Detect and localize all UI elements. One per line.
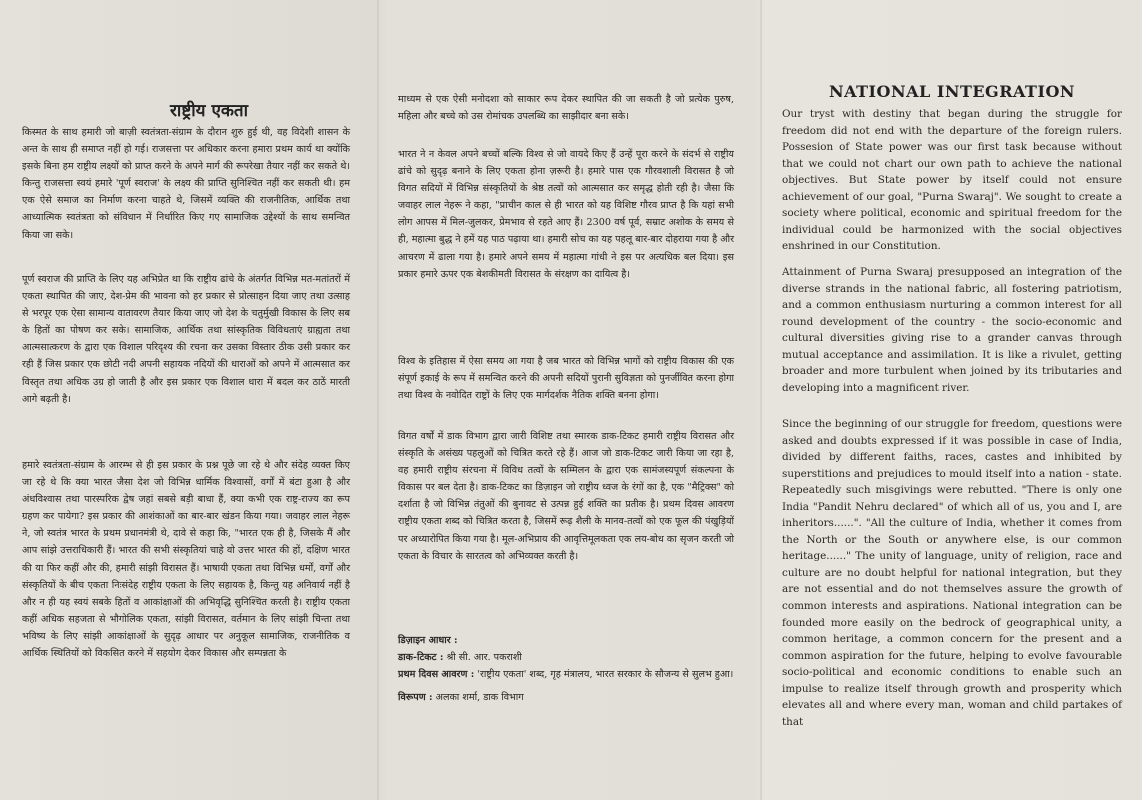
hindi-paragraph: भारत ने न केवल अपने बच्चों बल्कि विश्व से जो वायदे किए हैं उन्हें पूरा करने के संदर्भ से राष्ट्रीय ढांचे को सुदृढ़ बनाने के लिए एकता होना ज़रूरी है। हमारे पास एक गौरवशाली विरासत है जो विगत सदियों में विभिन्न संस्कृतियों के श्रेष्ठ तत्वों को आत्मसात कर समृद्ध होती रही है। जैसा कि जवाहर लाल नेहरू ने कहा, "प्राचीन काल से ही भारत को यह विशिष्ट गौरव प्राप्त है कि यहां सभी लोग आपस में मिल-जुलकर, प्रेमभाव से रहते आए हैं। 2300 वर्ष पूर्व, सम्राट अशोक के समय से ही, महात्मा बुद्ध ने हमें यह पाठ पढ़ाया था। हमारी सोच का यह पहलू बार-बार दोहराया गया है और आचरण में ढाला गया है। हमारे अपने समय में महात्मा गांधी ने इस पर अत्यधिक बल दिया। इस प्रकार हमारे ऊपर एक बेशकीमती विरासत के संरक्षण का दायित्व है।	[398, 149, 734, 280]
english-paragraph: Since the beginning of our struggle for freedom, questions were asked and doubts expressed if it was possible in case of India, divided by different faiths, races, castes and inhibited by superstitions and prejudices to mould itself into a nation - state. Repeatedly such misgivings were rebutted. "There is only one India "Pandit Nehru declared" of which all of us, you and I, are inheritors......". "All the culture of India, whether it comes from the North or the South or anywhere else, is our common heritage......" The unity of language, unity of religion, race and culture are no doubt helpful for national integration, but they are not essential and do not themselves assure the growth of common interests and aspirations. National integration can be founded more easily on the bedrock of geographical unity, a common heritage, a common concern for the present and a common aspiration for the future, helping to evolve favourable socio-political and economic conditions to enable such an impulse to realize itself through growth and prosperity which elevates all and where every man, woman and child partakes of that	[782, 418, 1122, 728]
design-basis-label: डिज़ाइन आधार :	[398, 635, 458, 646]
hindi-paragraph: विश्व के इतिहास में ऐसा समय आ गया है जब भारत को विभिन्न भागों को राष्ट्रीय विकास की एक संपूर्ण इकाई के रूप में समन्वित करने की अपनी सदियों पुरानी सुविज्ञता को पुनर्जीवित करना होगा तथा विश्व के नवोदित राष्ट्रों के लिए एक मार्गदर्शक नैतिक शक्ति बनना होगा।	[398, 356, 734, 402]
hindi-paragraph: विगत वर्षों में डाक विभाग द्वारा जारी विशिष्ट तथा स्मारक डाक-टिकट हमारी राष्ट्रीय विरासत और संस्कृति के असंख्य पहलुओं को चित्रित करते रहे हैं। आज जो डाक-टिकट जारी किया जा रहा है, वह हमारी राष्ट्रीय संरचना में विविध तत्वों के सम्मिलन के द्वारा एक सामंजस्यपूर्ण संकल्पना के विकास पर बल देता है। डाक-टिकट का डिज़ाइन जो राष्ट्रीय ध्वज के रंगों का है, एक "मैट्रिक्स" को दर्शाता है जो विभिन्न तंतुओं की बुनावट से उत्पन्न हुई शक्ति का प्रतीक है। प्रथम दिवस आवरण राष्ट्रीय एकता शब्द को चित्रित करता है, जिसमें रूढ़ शैली के मानव-तत्वों को एक फूल की पंखुड़ियों पर अध्यारोपित किया गया है। मूल-अभिप्राय की आवृत्तिमूलकता एक लय-बोध का सृजन करती जो एकता के विचार के सारतत्व को अभिव्यक्त करती है।	[398, 431, 734, 562]
hindi-paragraph: पूर्ण स्वराज की प्राप्ति के लिए यह अभिप्रेत था कि राष्ट्रीय ढांचे के अंतर्गत विभिन्न मत-मतांतरों में एकता स्थापित की जाए, देश-प्रेम की भावना को हर प्रकार से प्रोत्साहन दिया जाए तथा उत्साह से भरपूर एक ऐसा सामान्य वातावरण तैयार किया जाए जो देश के चतुर्मुखी विकास के लिए सब के हितों का पोषण कर सके। सामाजिक, आर्थिक तथा सांस्कृतिक विविधताएं ग्राह्यता तथा आत्मसात्करण के द्वारा एक विशाल परिदृश्य की रचना कर उसका विस्तार ठीक उसी प्रकार कर रही हैं जिस प्रकार एक छोटी नदी अपनी सहायक नदियों की धाराओं को अपने में आत्मसात कर विस्तृत तथा अधिक उग्र हो जाती है और इस प्रकार एक विशाल धारा में बदल कर ठाठें मारती आगे बढ़ती है।	[22, 274, 350, 405]
fold-line	[760, 0, 762, 800]
english-title: NATIONAL INTEGRATION	[828, 82, 1075, 101]
hindi-paragraph: किस्मत के साथ हमारी जो बाज़ी स्वतंत्रता-संग्राम के दौरान शुरु हुई थी, वह विदेशी शासन के अन्त के साथ ही समाप्त नहीं हो गई। राजसत्ता पर अधिकार करना हमारा प्रथम कार्य था क्योंकि इसके बिना हम राष्ट्रीय लक्ष्यों को प्राप्त करने के अपने मार्ग की रूपरेखा तैयार नहीं कर सकते थे। किन्तु राजसत्ता स्वयं हमारे 'पूर्ण स्वराज' के लक्ष्य की प्राप्ति सुनिश्चित नहीं कर सकती थी। हम एक ऐसे समाज का निर्माण करना चाहते थे, जिसमें व्यक्ति की राजनीतिक, आर्थिक तथा आध्यात्मिक स्वतंत्रता को संविधान में निर्धारित किए गए सामाजिक उद्देश्यों के साथ समन्वित किया जा सके।	[22, 127, 350, 241]
hindi-title: राष्ट्रीय एकता	[169, 101, 248, 121]
stamp-credit	[398, 649, 734, 666]
fold-line	[377, 0, 379, 800]
hindi-paragraph: हमारे स्वतंत्रता-संग्राम के आरम्भ से ही इस प्रकार के प्रश्न पूछे जा रहे थे और संदेह व्यक्त किए जा रहे थे कि क्या भारत जैसा देश जो विभिन्न धार्मिक विश्वासों, वर्गों में बंटा हुआ है और अंधविश्वास तथा पारस्परिक द्वेष जहां सबसे बड़ी बाधा हैं, क्या कभी एक राष्ट्र-राज्य का रूप ग्रहण कर पायेगा? इस प्रकार की आशंकाओं का बार-बार खंडन किया गया। जवाहर लाल नेहरू ने, जो स्वतंत्र भारत के प्रथम प्रधानमंत्री थे, दावे से कहा कि, "भारत एक ही है, जिसके मैं और आप सांझे उत्तराधिकारी हैं। भारत की सभी संस्कृतियां चाहे वो उत्तर भारत की हों, दक्षिण भारत की या फिर कहीं और की, हमारी सांझी विरासत हैं। भाषायी एकता तथा विभिन्न धर्मों, वर्गों और संस्कृतियों के बीच एकता निःसंदेह राष्ट्रीय एकता के लिए सहायक है, किन्तु यह अनिवार्य नहीं है और न ही यह स्वयं सबके हितों व आकांक्षाओं की अभिवृद्धि सुनिश्चित करती है। राष्ट्रीय एकता कहीं अधिक सहजता से भौगोलिक एकता, सांझी विरासत, वर्तमान के लिए सांझी चिन्ता तथा भविष्य के लिए सांझी आकांक्षाओं के सुदृढ़ आधार पर अनुकूल सामाजिक, राजनीतिक व आर्थिक स्थितियों को विकसित करने में सहयोग देकर विकास और सम्पन्नता के	[22, 460, 350, 660]
english-paragraph: Attainment of Purna Swaraj presupposed an integration of the diverse strands in the national fabric, all fostering patriotism, and a common enthusiasm nurturing a common interest for all round development of the country - the socio-economic and cultural diversities giving rise to a grander canvas through mutual acceptance and assimilation. It is like a rivulet, getting broader and more turbulent when joined by its tributaries and developing into a magnificent river.	[782, 266, 1122, 394]
fdc-credit-value: 'राष्ट्रीय एकता' शब्द, गृह मंत्रालय, भारत सरकार के सौजन्य से सुलभ हुआ।	[477, 669, 734, 680]
stamp-credit-label: डाक-टिकट :	[398, 652, 444, 663]
english-paragraph: Our tryst with destiny that began during the struggle for freedom did not end with the departure of the foreign rulers. Possesion of State power was our first task because without that we could not chart our own path to achieve the national objectives. But State power by itself could not ensure achievement of our goal, "Purna Swaraj". We sought to create a society where political, economic and spiritual freedom for the individual could be harmonized with the social objectives enshrined in our Constitution.	[782, 108, 1122, 253]
cancellation-credit-label: विरूपण :	[398, 692, 433, 703]
hindi-paragraph: माध्यम से एक ऐसी मनोदशा को साकार रूप देकर स्थापित की जा सकती है जो प्रत्येक पुरुष, महिला और बच्चे को उस रोमांचक उपलब्धि का साझीदार बना सके।	[398, 94, 734, 123]
design-credits	[398, 632, 734, 706]
cancellation-credit-value: अलका शर्मा, डाक विभाग	[435, 692, 524, 703]
cancellation-credit	[398, 689, 734, 706]
stamp-credit-value: श्री सी. आर. पकराशी	[446, 652, 522, 663]
fdc-credit	[398, 666, 734, 683]
fdc-credit-label: प्रथम दिवस आवरण :	[398, 669, 475, 680]
